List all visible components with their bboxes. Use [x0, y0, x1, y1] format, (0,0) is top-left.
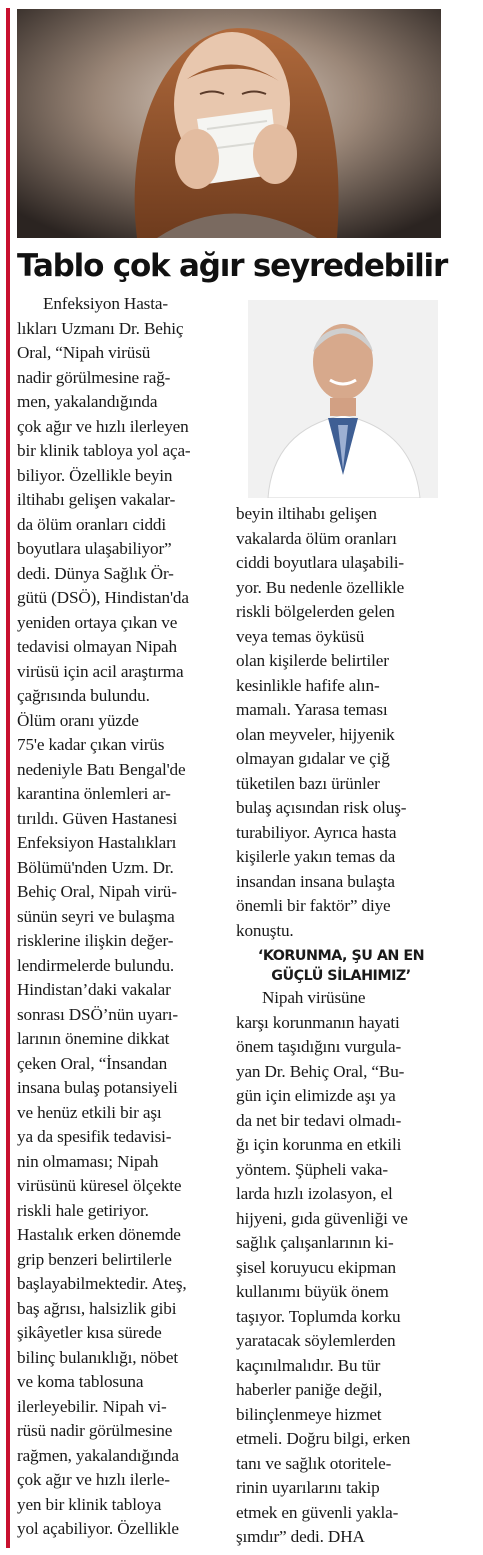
text-line: risklerine ilişkin değer- [17, 931, 174, 950]
text-line: baş ağrısı, halsizlik gibi [17, 1298, 177, 1318]
text-line: lıkları Uzmanı Dr. Behiç [17, 318, 184, 338]
text-line: karşı korunmanın hayati [236, 1012, 400, 1032]
text-line: bulaş açısından risk oluş- [236, 798, 407, 817]
text-line: önemli bir faktör” diye [236, 896, 391, 915]
text-line: da net bir tedavi olmadı- [236, 1110, 402, 1130]
text-line: yol açabiliyor. Özellikle [17, 1519, 179, 1538]
text-line: riskli hale getiriyor. [17, 1200, 149, 1220]
text-line: grip benzeri belirtilerle [17, 1249, 172, 1269]
text-line: yöntem. Şüpheli vaka- [236, 1159, 388, 1179]
text-line: etmeli. Doğru bilgi, erken [236, 1429, 411, 1448]
text-line: tedavisi olmayan Nipah [17, 637, 177, 656]
text-line: rağmen, yakalandığında [17, 1445, 179, 1465]
text-line: veya temas öyküsü [236, 626, 365, 646]
text-line: larda hızlı izolasyon, el [236, 1184, 393, 1203]
text-line: şımdır” dedi. DHA [236, 1527, 365, 1546]
text-line: tırıldı. Güven Hastanesi [17, 808, 178, 828]
text-line: bilinç bulanıklığı, nöbet [17, 1347, 178, 1367]
text-line: şisel koruyucu ekipman [236, 1257, 396, 1277]
text-line: ve koma tablosuna [17, 1372, 144, 1391]
text-line: beyin iltihabı gelişen [236, 504, 377, 523]
text-line: gütü (DSÖ), Hindistan'da [17, 588, 189, 607]
text-line: 75'e kadar çıkan virüs [17, 735, 165, 754]
text-line: olmayan gıdalar ve çiğ [236, 749, 390, 768]
text-line: önem taşıdığını vurgula- [236, 1037, 402, 1056]
text-line: Ölüm oranı yüzde [17, 710, 139, 730]
text-line: şikâyetler kısa sürede [17, 1323, 162, 1342]
text-line: Behiç Oral, Nipah virü- [17, 882, 177, 901]
text-line: rüsü nadir görülmesine [17, 1421, 173, 1440]
text-line: haberler paniğe değil, [236, 1380, 383, 1399]
section-subheading-line-1: ‘KORUNMA, ŞU AN EN [257, 948, 425, 964]
text-line: ğı için korunma en etkili [236, 1135, 402, 1154]
text-line: kişilerle yakın temas da [236, 847, 396, 866]
text-line: turabiliyor. Ayrıca hasta [236, 822, 397, 842]
article-column-left [17, 292, 235, 1542]
text-line: yaratacak söylemlerden [236, 1331, 396, 1350]
right-column-body-part-2 [236, 986, 446, 1550]
text-line: Hastalık erken dönemde [17, 1225, 181, 1244]
text-line: Enfeksiyon Hastalıkları [17, 833, 177, 852]
text-line: ilerleyebilir. Nipah vi- [17, 1396, 167, 1416]
text-line: bilinçlenmeye hizmet [236, 1404, 382, 1424]
article-column-right [236, 502, 446, 1550]
text-line: ve henüz etkili bir aşı [17, 1102, 162, 1122]
text-line: olan kişilerde belirtiler [236, 651, 389, 670]
hero-photo-sneezing-woman [17, 9, 441, 238]
text-line: kaçınılmalıdır. Bu tür [236, 1355, 381, 1375]
text-line: insana bulaş potansiyeli [17, 1078, 178, 1097]
text-line: iltihabı gelişen vakalar- [17, 490, 176, 509]
article-headline: Tablo çok ağır seyredebilir [17, 248, 448, 284]
text-line: yeniden ortaya çıkan ve [17, 612, 178, 632]
text-line: Nipah virüsüne [262, 988, 366, 1007]
text-line: yor. Bu nedenle özellikle [236, 577, 405, 597]
text-line: Hindistan’daki vakalar [17, 980, 171, 999]
text-line: yen bir klinik tabloya [17, 1494, 162, 1514]
text-line: çeken Oral, “İnsandan [17, 1053, 168, 1073]
text-line: sonrası DSÖ’nün uyarı- [17, 1004, 178, 1024]
text-line: boyutlara ulaşabiliyor” [17, 539, 172, 558]
text-line: hijyeni, gıda güvenliği ve [236, 1208, 408, 1228]
text-line: insandan insana bulaşta [236, 871, 395, 891]
text-line: kullanımı büyük önem [236, 1282, 389, 1301]
text-line: men, yakalandığında [17, 392, 158, 411]
text-line: çok ağır ve hızlı ilerleyen [17, 416, 189, 436]
text-line: dedi. Dünya Sağlık Ör- [17, 563, 174, 583]
hero-photo-illustration [17, 9, 441, 238]
text-line: biliyor. Özellikle beyin [17, 465, 173, 485]
text-line: karantina önlemleri ar- [17, 784, 171, 803]
text-line: Oral, “Nipah virüsü [17, 343, 151, 362]
text-line: sağlık çalışanlarının ki- [236, 1233, 394, 1252]
text-line: tanı ve sağlık otoritele- [236, 1453, 392, 1473]
text-line: çok ağır ve hızlı ilerle- [17, 1470, 170, 1489]
text-line: da ölüm oranları ciddi [17, 514, 166, 534]
doctor-portrait-photo [248, 300, 438, 498]
text-line: Bölümü'nden Uzm. Dr. [17, 857, 174, 877]
text-line: Enfeksiyon Hasta- [43, 294, 168, 313]
text-line: ya da spesifik tedavisi- [17, 1127, 172, 1146]
text-line: ciddi boyutlara ulaşabili- [236, 553, 404, 572]
text-line: nedeniyle Batı Bengal'de [17, 759, 186, 779]
text-line: lendirmelerde bulundu. [17, 955, 175, 975]
text-line: vakalarda ölüm oranları [236, 528, 397, 548]
text-line: konuştu. [236, 920, 294, 940]
text-line: tüketilen bazı ürünler [236, 773, 380, 793]
text-line: virüsünü küresel ölçekte [17, 1176, 182, 1195]
text-line: mamalı. Yarasa teması [236, 700, 388, 719]
text-line: bir klinik tabloya yol aça- [17, 441, 191, 460]
text-line: yan Dr. Behiç Oral, “Bu- [236, 1061, 405, 1081]
text-line: taşıyor. Toplumda korku [236, 1306, 401, 1326]
doctor-portrait-illustration [248, 300, 438, 498]
accent-rule [6, 8, 10, 1548]
text-line: rinin uyarılarını takip [236, 1478, 380, 1497]
text-line: sünün seyri ve bulaşma [17, 906, 175, 926]
text-line: çağrısında bulundu. [17, 686, 150, 705]
text-line: virüsü için acil araştırma [17, 661, 184, 681]
text-line: kesinlikle hafife alın- [236, 675, 380, 695]
text-line: nin olmaması; Nipah [17, 1151, 159, 1171]
section-subheading-line-2: GÜÇLÜ SİLAHIMIZ’ [271, 968, 411, 984]
text-line: nadir görülmesine rağ- [17, 367, 171, 387]
text-line: etmek en güvenli yakla- [236, 1502, 399, 1522]
text-line: larının önemine dikkat [17, 1029, 170, 1048]
text-line: başlayabilmektedir. Ateş, [17, 1274, 187, 1293]
text-line: olan meyveler, hijyenik [236, 724, 395, 744]
text-line: gün için elimizde aşı ya [236, 1086, 396, 1105]
right-column-body-part-1 [236, 502, 446, 943]
text-line: riskli bölgelerden gelen [236, 602, 395, 621]
